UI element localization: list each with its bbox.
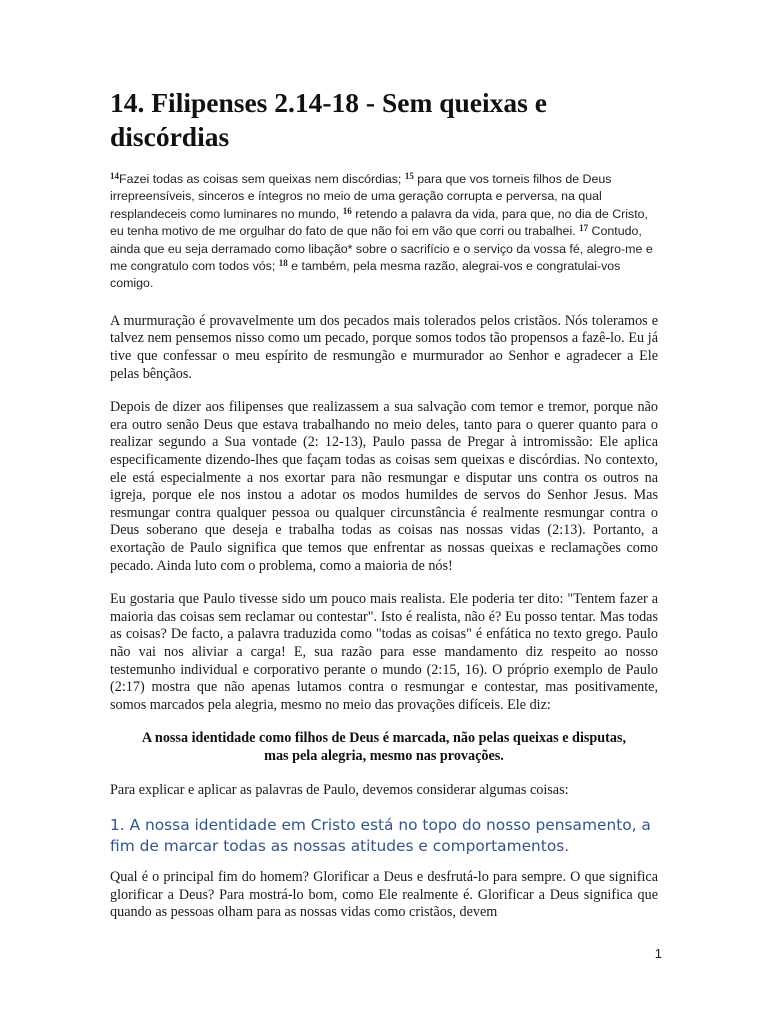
verse-number: 18	[278, 258, 288, 269]
page-title: 14. Filipenses 2.14-18 - Sem queixas e discórdias	[110, 87, 547, 152]
page-content	[110, 86, 658, 938]
verse-text: para que vos torneis filhos de Deus irrepreensíveis, sinceros e íntegros no meio de uma geração corrupta e perversa, na qual resplandeceis como luminares no mundo,	[110, 172, 612, 221]
verse-text: retendo a palavra da vida, para que, no dia de Cristo, eu tenha motivo de me orgulhar do fato de que não foi em vão que corri ou trabalhei.	[110, 206, 648, 239]
verse-text: e também, pela mesma razão, alegrai-vos e congratulai-vos comigo.	[110, 259, 621, 291]
verse-number: 16	[342, 205, 352, 216]
body-paragraph: A murmuração é provavelmente um dos pecados mais tolerados pelos cristãos. Nós toleramos e talvez nem pensemos nisso como um pecado, porque somos todos tão propensos a fazê-lo. Eu já tive que confessar o meu espírito de resmungão e murmurador ao Senhor e agradecer a Ele pelas bênçãos.	[110, 312, 658, 382]
quote-line: A nossa identidade como filhos de Deus é marcada, não pelas queixas e disputas,	[141, 730, 627, 747]
section-heading: 1. A nossa identidade em Cristo está no topo do nosso pensamento, a fim de marcar todas as nossas atitudes e comportamentos.	[110, 816, 651, 856]
body-paragraph: Eu gostaria que Paulo tivesse sido um pouco mais realista. Ele poderia ter dito: "Tentem fazer a maioria das coisas sem reclamar ou contestar". Isto é realista, não é? Eu posso tentar. Mas todas as coisas? De facto, a palavra traduzida como "todas as coisas" é enfática no texto grego. Paulo não vai nos aliviar a carga! E, sua razão para esse mandamento diz respeito ao nosso testemunho individual e corporativo perante o mundo (2:15, 16). O próprio exemplo de Paulo (2:17) mostra que não apenas lutamos contra o resmungar e contestar, mas positivamente, somos marcados pela alegria, mesmo no meio das provações difíceis. Ele diz:	[110, 591, 658, 713]
verse-number: 15	[404, 171, 414, 181]
verse-text: Fazei todas as coisas sem queixas nem discórdias;	[119, 172, 405, 186]
body-paragraph: Depois de dizer aos filipenses que realizassem a sua salvação com temor e tremor, porque não era outro senão Deus que estava trabalhando no meio deles, tanto para o querer quanto para o realizar segundo a Sua vontade (2: 12-13), Paulo passa de Pregar à intromissão: Ele aplica especificamente dizendo-lhes que façam todas as coisas sem queixas e discórdias. No contexto, ele está especialmente a nos exortar para não resmungar e disputar uns contra os outros na igreja, porque ele nos instou a adotar os modos humildes de servos do Senhor Jesus. Mas resmungar contra qualquer pessoa ou qualquer circunstância é realmente resmungar contra o Deus soberano que deseja e trabalha todas as coisas nas nossas vidas (2:13). Portanto, a exortação de Paulo significa que temos que enfrentar as nossas queixas e reclamações como pecado. Ainda luto com o problema, como a maioria de nós!	[110, 399, 658, 574]
page-number: 1	[654, 946, 662, 961]
body-paragraph: Qual é o principal fim do homem? Glorificar a Deus e desfrutá-lo para sempre. O que significa glorificar a Deus? Para mostrá-lo bom, como Ele realmente é. Glorificar a Deus significa que quando as pessoas olham para as nossas vidas como cristãos, devem	[110, 869, 658, 921]
quote-line: mas pela alegria, mesmo nas provações.	[264, 747, 504, 764]
verse-text: Contudo, ainda que eu seja derramado como libação* sobre o sacrifício e o serviço da vossa fé, alegro-me e me congratulo com todos vós;	[110, 224, 653, 274]
body-paragraph: Para explicar e aplicar as palavras de Paulo, devemos considerar algumas coisas:	[110, 781, 569, 798]
verse-number: 17	[579, 223, 589, 234]
verse-number: 14	[110, 171, 119, 181]
highlighted-quote	[110, 730, 658, 765]
scripture-passage	[110, 171, 658, 293]
